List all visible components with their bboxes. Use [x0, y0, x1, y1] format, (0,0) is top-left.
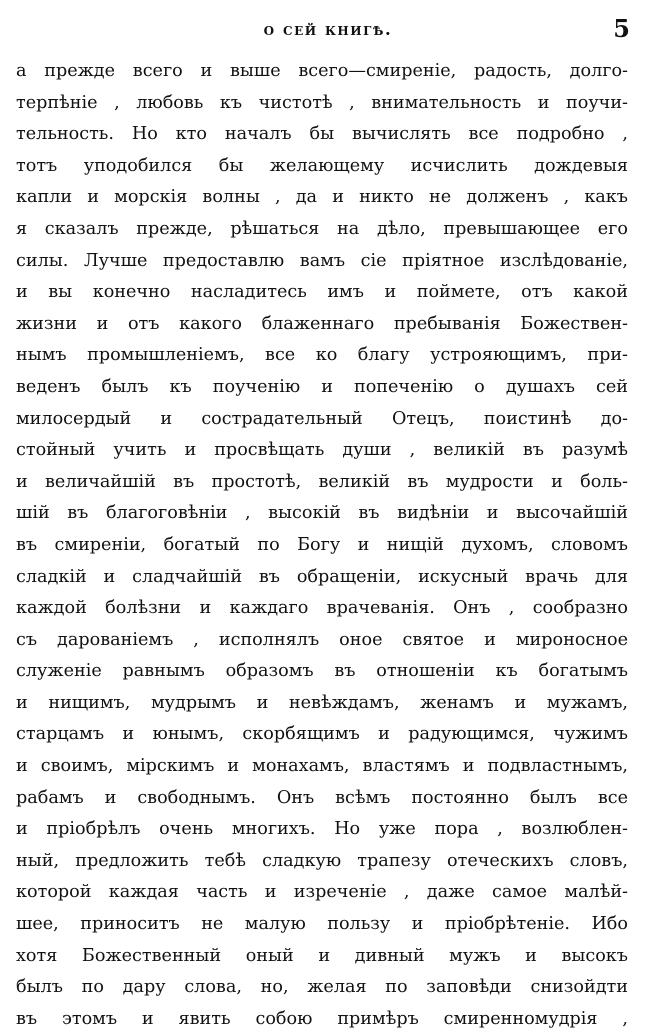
text-line: и нищимъ, мудрымъ и невѣждамъ, женамъ и мужамъ, [16, 692, 628, 713]
text-line: въ смиреніи, богатый по Богу и нищій духомъ, словомъ [16, 534, 628, 555]
text-line: а прежде всего и выше всего—смиреніе, радость, долго- [16, 61, 628, 81]
text-line: и величайшій въ простотѣ, великій въ мудрости и боль- [16, 471, 628, 492]
text-line: тотъ уподобился бы желающему исчислить дождевыя [16, 155, 628, 176]
text-line: и своимъ, мірскимъ и монахамъ, властямъ и подвластнымъ, [16, 756, 628, 777]
text-line: милосердый и сострадательный Отецъ, поистинѣ до- [16, 408, 628, 429]
text-line: хотя Божественный оный и дивный мужъ и высокъ [16, 945, 628, 966]
text-line: служеніе равнымъ образомъ въ отношеніи къ богатымъ [16, 661, 628, 682]
text-line: съ дарованіемъ , исполнялъ оное святое и мироносное [16, 629, 628, 650]
text-line: и пріобрѣлъ очень многихъ. Но уже пора , возлюблен- [16, 819, 628, 840]
page-number: 5 [613, 14, 630, 43]
text-line: веденъ былъ къ поученію и попеченію о душахъ сей [16, 376, 628, 397]
text-line: былъ по дару слова, но, желая по заповѣди снизойдти [16, 977, 628, 998]
text-line: въ этомъ и явить собою примѣръ смиренномудрія , [16, 1008, 628, 1029]
text-line: которой каждая часть и изреченіе , даже самое малѣй- [16, 882, 628, 903]
text-line: сладкій и сладчайшій въ обращеніи, искусный врачь для [16, 566, 628, 587]
text-line: стойный учить и просвѣщать души , великій въ разумѣ [16, 440, 628, 461]
text-line: шій въ благоговѣніи , высокій въ видѣніи и высочайшій [16, 503, 628, 524]
text-line: нымъ промышленіемъ, все ко благу устрояющимъ, при- [16, 345, 628, 366]
text-line: я сказалъ прежде, рѣшаться на дѣло, превышающее его [16, 218, 628, 239]
running-head [26, 14, 630, 48]
text-line: старцамъ и юнымъ, скорбящимъ и радующимся, чужимъ [16, 724, 628, 745]
text-line: капли и морскія волны , да и никто не долженъ , какъ [16, 187, 628, 208]
body-text [16, 56, 628, 1035]
text-line: шее, приноситъ не малую пользу и пріобрѣтеніе. Ибо [16, 914, 628, 935]
text-line: рабамъ и свободнымъ. Онъ всѣмъ постоянно былъ все [16, 787, 628, 808]
text-line: терпѣніе , любовь къ чистотѣ , внимательность и поучи- [16, 92, 628, 113]
text-line: тельность. Но кто началъ бы вычислять все подробно , [16, 124, 628, 145]
running-title: о сей книгѣ. [263, 20, 393, 40]
text-line: жизни и отъ какого блаженнаго пребыванія Божествен- [16, 313, 628, 334]
text-line: и вы конечно насладитесь имъ и поймете, отъ какой [16, 282, 628, 303]
text-line: каждой болѣзни и каждаго врачеванія. Онъ , сообразно [16, 598, 628, 619]
text-line: силы. Лучше предоставлю вамъ сіе пріятное изслѣдованіе, [16, 250, 628, 271]
text-line: ный, предложить тебѣ сладкую трапезу отеческихъ словъ, [16, 850, 628, 871]
